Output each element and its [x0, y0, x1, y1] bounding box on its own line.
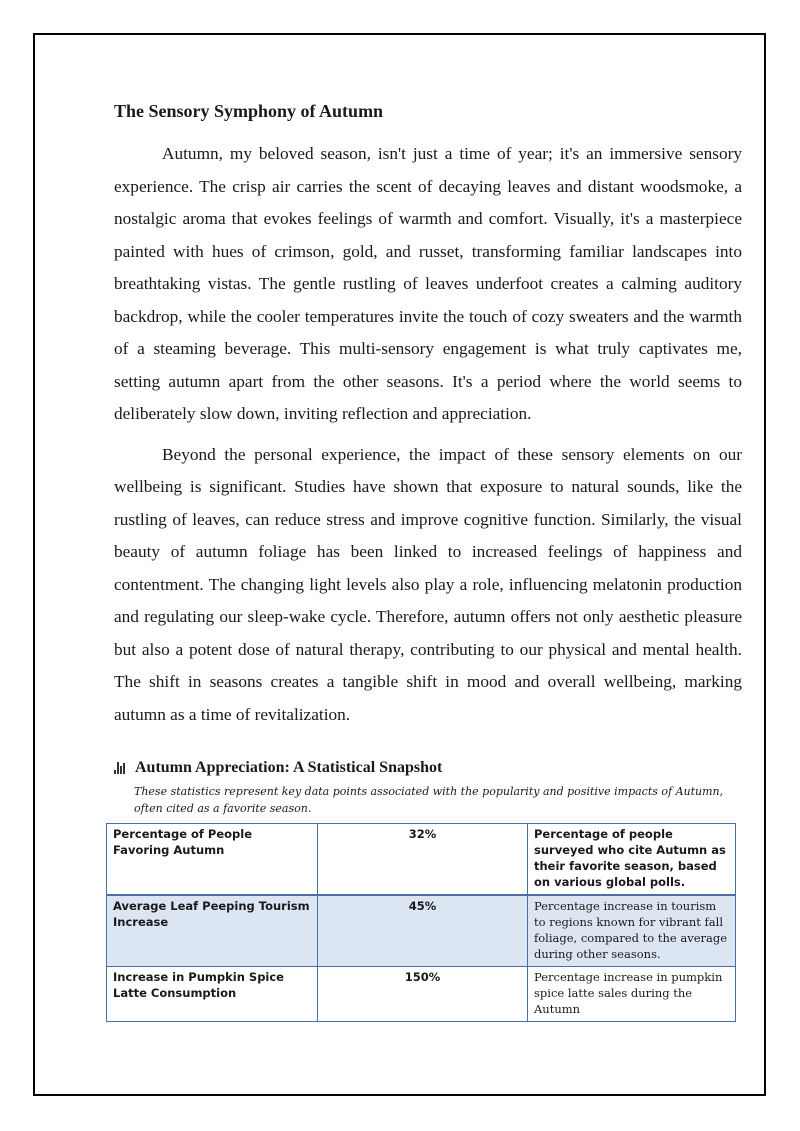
stat-value: 32%	[318, 824, 528, 896]
stat-description: Percentage increase in tourism to regions known for vibrant fall foliage, compared to the average during other seasons.	[528, 895, 736, 967]
stat-description: Percentage increase in pumpkin spice latte sales during the Autumn	[528, 967, 736, 1022]
stat-value: 150%	[318, 967, 528, 1022]
stat-label: Increase in Pumpkin Spice Latte Consumption	[107, 967, 318, 1022]
stat-value: 45%	[318, 895, 528, 967]
stat-label: Average Leaf Peeping Tourism Increase	[107, 895, 318, 967]
stats-heading-text: Autumn Appreciation: A Statistical Snapshot	[135, 759, 443, 776]
paragraph-2: Beyond the personal experience, the impact of these sensory elements on our wellbeing is significant. Studies have shown that exposure to natural sounds, like the rustling of leaves, can reduce stress and improve cognitive function. Similarly, the visual beauty of autumn foliage has been linked to increased feelings of happiness and contentment. The changing light levels also play a role, influencing melatonin production and regulating our sleep-wake cycle. Therefore, autumn offers not only aesthetic pleasure but also a potent dose of natural therapy, contributing to our physical and mental health. The shift in seasons creates a tangible shift in mood and overall wellbeing, marking autumn as a time of revitalization.	[114, 444, 742, 724]
paragraph-1: Autumn, my beloved season, isn't just a time of year; it's an immersive sensory experience. The crisp air carries the scent of decaying leaves and distant woodsmoke, a nostalgic aroma that evokes feelings of warmth and comfort. Visually, it's a masterpiece painted with hues of crimson, gold, and russet, transforming familiar landscapes into breathtaking vistas. The gentle rustling of leaves underfoot creates a calming auditory backdrop, while the cooler temperatures invite the touch of cozy sweaters and the warmth of a steaming beverage. This multi-sensory engagement is what truly captivates me, setting autumn apart from the other seasons. It's a period where the world seems to deliberately slow down, inviting reflection and appreciation.	[114, 144, 742, 423]
stats-section	[114, 757, 742, 1022]
stat-description: Percentage of people surveyed who cite Autumn as their favorite season, based on various global polls.	[528, 824, 736, 896]
document-body	[114, 98, 742, 1022]
bar-chart-icon	[114, 762, 128, 774]
stats-note: These statistics represent key data points associated with the popularity and positive impacts of Autumn, often cited as a favorite season.	[134, 785, 724, 815]
document-title: The Sensory Symphony of Autumn	[114, 101, 384, 121]
table-row	[107, 824, 736, 896]
stats-table	[106, 823, 736, 1022]
stats-heading	[114, 757, 742, 779]
table-row	[107, 895, 736, 967]
table-row	[107, 967, 736, 1022]
stat-label: Percentage of People Favoring Autumn	[107, 824, 318, 896]
